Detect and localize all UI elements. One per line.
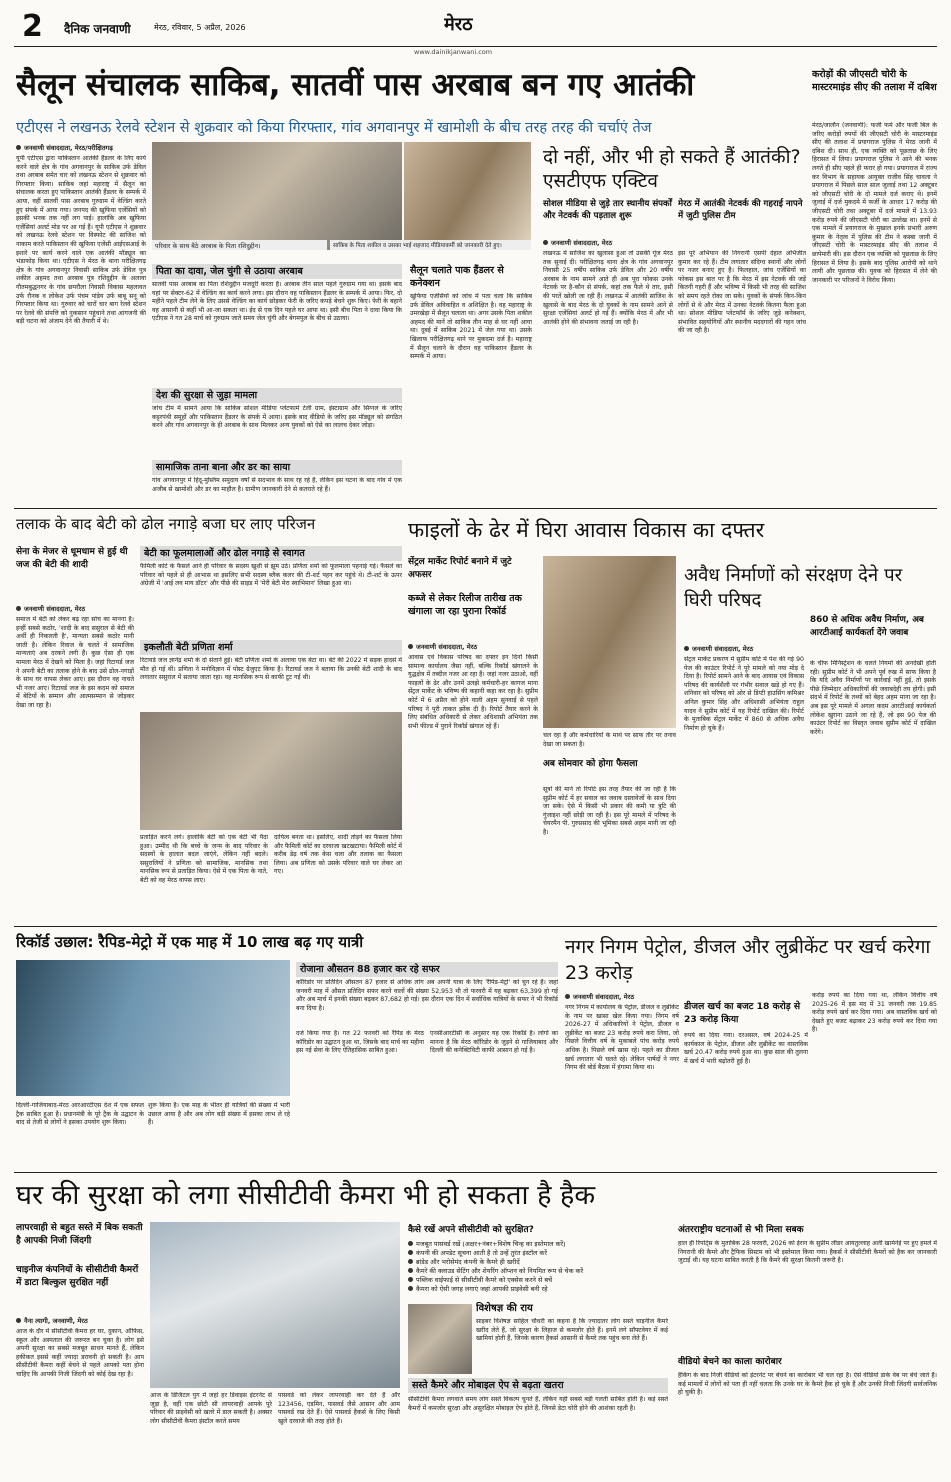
page-number: 2 [22, 10, 43, 44]
story8-headline: घर की सुरक्षा को लगा सीसीटीवी कैमरा भी हो सकता है हैक [16, 1180, 596, 1211]
byline-dot [16, 606, 21, 611]
story6-text1: कॉरिडोर पर प्रतिदिन औसतन 87 हजार से अधिक लोग अब अपनी यात्रा के लिए 'रैपिड-मेट्रो' को चुन रहे हैं। जहां जनवरी माह में औसत प्रतिदिन सफर करने वालों की संख्या 52,953 थी तो फरवरी में यह बढ़कर 63,399 हो गई और अब मार्च में इनकी संख्या बढ़कर 87,682 हो गई। इस दौरान एक दिन में सर्वाधिक यात्रियों के सफर ने भी रिकॉर्ड बना दिया है। [296, 979, 558, 1012]
story1-photo-caption-2: साकिब के पिता शकील व उसका भाई शहजाद मीडियाकर्मी को जानकारी देते हुए। [330, 240, 531, 250]
story4-photo-files [543, 556, 676, 728]
story8-intl-title: अंतरराष्ट्रीय घटनाओं से भी मिला सबक [678, 1225, 804, 1235]
story1-photo-fathers [404, 142, 531, 250]
story1-box1-title: पिता का दावा, जेल चुंगी से उठाया अरबाब [152, 264, 402, 279]
story7-text: नगर निगम में कार्यालय के पेट्रोल, डीजल व लुब्रीकेंट के नाम पर खासा खेल किया गया। निगम वर्ष 2026-27 में अधिकारियों ने पेट्रोल, डीजल व लुब्रीकेंट का बजट 23 करोड़ रुपये करा लिया, जो पिछले वित्तीय वर्ष के मुकाबले पांच करोड़ रुपये अधिक है। पिछले वर्ष खास रहे। पहले का डीजल खर्च लगातार भी चलते रहे। लेकिन पार्षदों ने नगर निगम की बोर्ड बैठक में हंगामा किया था। [565, 1004, 679, 1072]
story4-side-title2: कब्जे से लेकर रिलीज तारीख तक खंगाला जा रहा पुराना रिकॉर्ड [408, 593, 522, 617]
story8-tips-title: कैसे रखें अपने सीसीटीवी को सुरक्षित? [408, 1225, 534, 1235]
byline-dot [565, 994, 570, 999]
story4-side-title: सेंट्रल मार्केट रिपोर्ट बनाने में जुटे अफसर [408, 557, 512, 580]
paper-name: दैनिक जनवाणी [64, 22, 131, 36]
tip-item: पब्लिक वाईफाई से सीसीटीवी कैमरे को एक्सेस करने से बचें [408, 1276, 670, 1285]
story8-video-text: हैकिंग के बाद निजी वीडियो को इंटरनेट पर बेचने का कारोबार भी चल रहा है। ऐसे वीडियो डार्क वेब पर बेचे जाते हैं। कई मामलों में लोगों को पता ही नहीं चलता कि उनके घर के कैमरे हैक हो चुके हैं और उनकी निजी जिंदगी सार्वजनिक हो चुकी है। [678, 1372, 937, 1397]
story8-expert-title: विशेषज्ञ की राय [476, 1303, 533, 1314]
story1-box2-title: देश की सुरक्षा से जुड़ा मामला [152, 388, 402, 403]
byline-dot [684, 646, 689, 651]
story7-headline: नगर निगम पेट्रोल, डीजल और लुब्रीकेंट पर खर्च करेगा 23 करोड़ [565, 936, 931, 984]
story3-side-title: सेना के मेजर से धूमधाम से हुई थी जज की बेटी की शादी [16, 547, 128, 570]
byline-dot [16, 1318, 21, 1323]
section-divider-1 [14, 508, 937, 509]
story7-side-title: डीजल खर्च का बजट 18 करोड़ से 23 करोड़ किया [684, 1001, 801, 1025]
story1-box3-text: गांव अगवानपुर में हिंदू-मुस्लिम समुदाय वर्षों से सदभाव के साथ रह रहे हैं, लेकिन इस घटना के बाद गांव में एक अजीब से खामोशी और डर का माहौल है। ग्रामीण जानकारी देने से कतराते रहे हैं। [152, 477, 402, 493]
story8-photo-cctv [150, 1222, 400, 1388]
story5-text: सेंट्रल मार्केट प्रकरण में सुप्रीम कोर्ट में पेश की गई 90 पेज की काउंटर रिपोर्ट ने पूरे मामले को नया मोड़ दे दिया है। रिपोर्ट सामने आने के बाद आवास एवं विकास परिषद की कार्यशैली पर गंभीर सवाल खड़े हो गए हैं। शनिवार को परिषद को ओर से डिप्टी हाउसिंग कमिश्नर अनिल कुमार सिंह और अधिशासी अभियंता राहुल यादव ने सुप्रीम कोर्ट में यह रिपोर्ट दाखिल की। रिपोर्ट के मुताबिक सेंट्रल मार्केट में 860 से अधिक अवैध निर्माण हो चुके हैं। [684, 656, 804, 732]
story8-intl-text: हाल ही रिपोर्ट्स के मुताबिक 28 फरवरी, 2026 को ईरान के सुप्रीम लीडर आयतुल्लाह अली खामेनेई पर हुए हमले में निगरानी की कैमरे और ट्रैफिक सिस्टम को भी इस्तेमाल किया गया। हैकर्स ने सीसीटीवी कैमरों को हैक कर जानकारी जुटाई थी। यह घटना साबित करती है कि कैमरे की सुरक्षा कितनी जरूरी है। [678, 1240, 937, 1265]
story3-headline: तलाक के बाद बेटी को ढोल नगाड़े बजा घर लाए परिजन [16, 515, 316, 533]
story6-text2: दर्ज किया गया है। गत 22 फरवरी को रैपिड के मेरठ कॉरिडोर का उद्घाटन हुआ था, जिसके बाद मार्च का महीना इस नई सेवा के लिए ऐतिहासिक साबित हुआ। [296, 1030, 424, 1055]
story8-bottom-text: सीसीटीवी कैमरा लगवाते समय लोग सस्ते विकल्प चुनते हैं, लेकिन यही सबसे बड़ी गलती साबित होती है। कई सस्ते कैमरों में कमजोर सुरक्षा और असुरक्षित मोबाइल ऐप होते हैं, जिनसे डेटा चोरी होने की आशंका रहती है। [408, 1396, 668, 1412]
bullet-icon [408, 1250, 413, 1255]
story1-byline: जनवाणी संवाददाता, मेरठ/परीक्षितगढ़ [16, 143, 146, 152]
story8-expert-photo [408, 1304, 472, 1374]
story3-box2-text: रिटायर्ड जज ज्ञानेंद्र शर्मा के दो संतानें हुई। बेटी प्रणिता शर्मा के अलावा एक बेटा था। बेटे की 2022 में सड़क हादसे में मौत हो गई थी। प्रणिता ने मनोविज्ञान में पोस्ट ग्रेजुएट किया है। रिटायर्ड जज ने बताया कि उनकी बेटी शादी के बाद लगातार ससुराल में सताया जाता रहा। वह मानसिक रूप से काफी टूट गई थी। [140, 657, 402, 682]
story2-side1-title: सोशल मीडिया से जुड़े तार स्थानीय संपर्कों और नेटवर्क की पड़ताल शुरू [543, 199, 672, 221]
bullet-icon [408, 1268, 413, 1273]
byline-dot [543, 240, 548, 245]
story4-headline: फाइलों के ढेर में घिरा आवास विकास का दफ्तर [408, 518, 765, 542]
story2-side2-title: मेरठ में आतंकी नेटवर्क की गहराई नापने में जुटी पुलिस टीम [678, 199, 803, 221]
story4-text: आवास एवं विकास परिषद का दफ्तर इन दिनों किसी सामान्य कार्यालय जैसा नहीं, बल्कि रिकॉर्ड खंगालने के युद्धक्षेत्र में तब्दील नजर आ रहा है। जहां नजर उठाओ, वहीं फाइलों के ढेर और उनमें उलझे कर्मचारी-हर कागज माना सेंट्रल मार्केट के भविष्य की कहानी कहा कर रहा है। सुप्रीम कोर्ट में 6 अप्रैल को होने वाली अहम सुनवाई से पहले परिषद ने पूरी ताकत झोंक दी है। रिपोर्ट तैयार करने के लिए संबंधित अधिकारी से लेकर अधिशासी अभियंता तक सभी फील्ड में पुराने रिकॉर्ड खंगाल रहे हैं। [408, 654, 538, 730]
story7-text3: करोड़ रुपये का दिया गया था, लेकिन वित्तीय वर्ष 2025-26 में इस मद में 31 जनवरी तक 19.85 करोड़ रुपये खर्च कर दिया गया। अब वास्तविक खर्च को देखते हुए बजट बढ़ाकर 23 करोड़ रुपये कर दिया गया है। [812, 992, 937, 1034]
story7-text2: रुपये का दिया गया। दरअसल, वर्ष 2024-25 में कार्यकाल के पेट्रोल, डीजल और लुब्रीकेंट का वास्तविक खर्च 20.47 करोड़ रुपये हुआ था। कुछ साल की तुलना में खर्च में भारी बढ़ोतरी हुई है। [684, 1032, 808, 1065]
story3-photo-celebration [140, 712, 402, 830]
masthead [14, 6, 937, 56]
story6-photo-train [16, 960, 290, 1096]
story4-sub2-title: अब सोमवार को होगा फैसला [543, 759, 638, 769]
story2-side1-text: लखनऊ में साजिश का खुलासा हुआ तो उसकी गूंज मेरठ तक सुनाई दी। परीक्षितगढ़ थाना क्षेत्र के गांव अगवानपुर निवासी 25 वर्षीय साकिब उर्फ डेविल और 20 वर्षीय अरबाब के नाम सामने आते ही अब पूरा फोकस उनके नेटवर्क पर है-कौन से संपर्क, कहां तक फैले थे तार, इसी की परतें खोली जा रही हैं। लखनऊ में आतंकी साजिश के खुलासे के बाद मेरठ के दो युवकों के नाम सामने आने से सुरक्षा एजेंसियां अलर्ट हो गई हैं। क्योंकि मेरठ में और भी आतंकी होने की संभावना जताई जा रही है। [543, 250, 673, 326]
section-divider-2 [14, 926, 937, 927]
section-divider-3 [14, 1172, 937, 1173]
story2-headline: दो नहीं, और भी हो सकते हैं आतंकी? एसटीएफ एक्टिव [543, 146, 801, 192]
story7-byline: जनवाणी संवाददाता, मेरठ [565, 992, 695, 1001]
bullet-icon [408, 1286, 413, 1291]
gst-headline: करोड़ों की जीएसटी चोरी के मास्टरमाइंड सीए की तलाश में दबिश [812, 69, 937, 93]
story3-bottom-col1: प्रताड़ित करने लगे। हालांकि बेटी को एक बेटी भी पैदा हुआ। उम्मीद थी कि बच्चे के जन्म के बाद परिवार के सदस्यों के हालात बदल जाएंगे, लेकिन नहीं बदले। ससुरालियों ने प्रणिता को सामाजिक, मानसिक तथा मानसिक रूप से प्रताड़ित किया। ऐसे में एक पिता के नाते, बेटी को वह मेरठ वापस लाए। [140, 834, 268, 884]
story1-box1-text: सातवीं पास अरबाब का पिता रशिदुद्दीन मजदूरी करता है। अरबाब तीन साल पहले गुरुग्राम गया था। इसके बाद वहां पर सेक्टर-62 में वेल्डिंग का कार्य करने लगा। इस दौरान वह पाकिस्तान हैंडलर के सम्पर्क में आया। फिर, दो महीने पहले टीम लेने के लिए उससे वेल्डिंग का कार्य छोड़कर फेरी के जरिए कपड़े बेचने शुरू किए। फेरी के बहाने वह आसानी से कहीं भी आ-जा सकता था। ईद से एक दिन पहले घर आया था। इसी बीच पिता ने दावा किया कि एटीएस ने गत 28 मार्च को गुरुग्राम जाते समय जेल चुंगी और बेगमपुल के बीच से उठाया। [152, 281, 402, 323]
story8-text2: आज के डिजिटल युग में जहां हर डिवाइस इंटरनेट से जुड़ा है, वहीं एक छोटी सी लापरवाही आपके पूरे परिवार की प्राइवेसी को खतरे में डाल सकती है। अक्सर लोग सीसीटीवी कैमरा इंस्टॉल करते समय [150, 1392, 272, 1425]
tip-item: कंपनी की अपडेट सूचना आती है तो उन्हें तुरंत इंस्टॉल करें [408, 1249, 670, 1258]
story5-headline: अवैध निर्माणों को संरक्षण देने पर घिरी परिषद [684, 565, 903, 611]
story1-box4-title: सैलून चलाते पाक हैंडलर से कनेक्शन [410, 265, 504, 289]
city-title: मेरठ [444, 14, 473, 35]
tip-item: मजबूत पासवर्ड रखें (अक्षर+नंबर+विशेष चिन्ह का इस्तेमाल करें) [408, 1240, 670, 1249]
story8-text: आज के दौर में सीसीटीवी कैमरा हर घर, दुकान, ऑफिस, स्कूल और अस्पताल की जरूरत बन चुका है। लोग इसे अपनी सुरक्षा का सबसे मजबूत साधन मानते हैं, लेकिन हकीकत इससे कहीं ज्यादा डरावनी हो सकती है। आप सीसीटीवी कैमरा कहीं बेचने से पहले आपको पता होना चाहिए कि आपकी निजी जिंदगी को कोई देख रहा है। [16, 1328, 144, 1378]
story3-box2-title: इकलौती बेटी प्रणिता शर्मा [140, 640, 402, 655]
bullet-icon [408, 1259, 413, 1264]
story1-box2-text: जांच टीम में सामने आया कि साकिब सोशल मीडिया प्लेटफार्म टेली ग्राम, इंस्टाग्राम और सिग्नल के जरिए कट्टरपंथी समूहों और पाकिस्तान हैंडलर के संपर्क में आया। इसके बाद वीडियो के जरिए इस मॉड्यूल को संगठित करने और गांव अगवानपुर के ही अरबाब के साथ मिलकर अन्य युवकों को ऐसे का लालच देकर जोड़ा। [152, 405, 402, 430]
story6-box-title: रोजाना औसतन 88 हजार कर रहे सफर [296, 962, 558, 977]
story3-box1-title: बेटी का फूलमालाओं और ढोल नगाड़े से स्वागत [140, 546, 402, 561]
tip-item: कैमरा को ऐसी जगह लगाएं जहां आपकी प्राइवेसी बनी रहे [408, 1285, 670, 1294]
story8-text3: पासवर्ड को लेकर लापरवाही कर देते हैं और 123456, एडमिन, पासवर्ड जैसे आसान और आम पासवर्ड रख देते हैं। ऐसे पासवर्ड हैकर्स के लिए किसी खुले दरवाजे की तरह होते हैं। [278, 1392, 400, 1425]
tip-item: कैमरे की क्लाउड सेटिंग और शेयरिंग ऑप्शन को नियमित रूप से चेक करें [408, 1267, 670, 1276]
story2-byline: जनवाणी संवाददाता, मेरठ [543, 238, 673, 247]
story6-text3: एनसीआरटीसी के अनुसार यह एक रिकॉर्ड है। लोगों का मानना है कि मेरठ कॉरिडोर के जुड़ने से गाजियाबाद और दिल्ली की कनेक्टिविटी काफी आसान हो गई है। [430, 1030, 558, 1055]
story5-text2: के चीफ मिनिस्ट्रेशन के चलते नियमों की अनदेखी होती रही। सुप्रीम कोर्ट ने भी अपने पूर्व रुख में साफ किया है कि यदि अवैध निर्माणों पर कार्रवाई नहीं हुई, तो इसके पीछे जिम्मेदार अधिकारियों की जवाबदेही तय होगी। इसी संदर्भ में रिपोर्ट के तथ्यों को बेहद अहम माना जा रहा है। अब इस पूरे मामले में अगला कदम आरटीआई कार्यकर्ता लोकेश खुराना उठाने जा रहे हैं, जो इस 90 पेज की काउंटर रिपोर्ट का विस्तृत जवाब सुप्रीम कोर्ट में दाखिल करेंगे। [810, 660, 936, 736]
bullet-icon [408, 1241, 413, 1246]
story8-side-title: लापरवाही से बहुत सस्ते में बिक सकती है आपकी निजी जिंदगी [16, 1223, 143, 1246]
story3-bottom-col2: दायित्व बनता था। इसलिए, शादी तोड़ने का फैसला लिया और फैमिली कोर्ट का दरवाजा खटखटाया। फैमिली कोर्ट में करीब डेढ़ वर्ष तक केस चला और तलाक का फैसला लिया। अब प्रणिता को उसके परिवार वाले घर लेकर आ गए। [274, 834, 402, 876]
byline-dot [408, 644, 413, 649]
story6-text4: शुरू किया है। एक माह के भीतर ही यात्रियों की संख्या में भारी उछाल आया है और अब लोग बड़ी संख्या में इसका लाभ ले रहे हैं। [148, 1102, 290, 1127]
story6-photo-caption: दिल्ली-गाजियाबाद-मेरठ आरआरटीएस देश में एक सफल ट्रैक साबित हुआ है। प्रधानमंत्री के पूरे ट्रैक के उद्घाटन के बाद से तेजी से लोगों ने इसका उपयोग शुरू किया। [16, 1102, 144, 1127]
bullet-icon [408, 1277, 413, 1282]
story3-column: समाज में बेटी को लेकर बढ़ रहा सोच का मानना है। इन्हीं सबसे कठोर, 'शादी के बाद ससुराल से बेटी की अर्थी ही निकलती है', मान्यता सबसे कठोर मानी जाती है। लेकिन रिवाज के चलते ये सामाजिक मान्यताएं अब दरकने लगी हैं। कुछ ऐसा ही एक मामला मेरठ में देखने को मिला है। जहां रिटायर्ड जज ने अपनी बेटी का तलाक होने के बाद उसे ढोल-नगाड़ों के साथ घर वापस लेकर आए। इस दौरान वह नाचते भी नजर आए। रिटायर्ड जज के इस कदम को समाज में बेटियों के सम्मान और आत्मसम्मान से जोड़कर देखा जा रहा है। [16, 616, 134, 709]
story1-column: यूपी एटीएस द्वारा पाकिस्तान आतंकी हैंडलर के लिए कार्य करने वाले क्षेत्र के गांव अगवानपुर के साकिब उर्फ डेविल तथा अरबाब समेत चार को लखनऊ स्टेशन से शुक्रवार को गिरफ्तार किया। साकिब जहां महाराष्ट्र में सैलून का संचालक करता हुए पाकिस्तान आतंकी हैंडलर के सम्पर्क में आया, वहीं सातवीं पास अरबाब गुरुग्राम में वेल्डिंग करते हुए संपर्क में आया गया। जनपद की खुफिया एजेंसियों को इसकी भनक तक नहीं लग पाई। हालांकि अब खुफिया एजेंसियां अलर्ट मोड पर आ गई हैं। यूपी एटीएस ने शुक्रवार को लखनऊ रेलवे स्टेशन पर विस्फोट की साजिश को नाकाम करते पाकिस्तान की खुफिया एजेंसी आईएसआई के इशारे पर कार्य करने वाले एक आतंकी मॉड्यूल का भंडाफोड़ किया था। एटीएस ने मेरठ के थाना परीक्षितगढ़ क्षेत्र के गांव अगवानपुर निवासी साकिब उर्फ डेविल पुत्र शकील अहमद तथा अरबाब पुत्र रशिदुद्दीन के अलावा गौतमबुद्धनगर के गांव छपरौला निवासी विकास महलावत उर्फ रौनक व लोकेश उर्फ पंचम पांडेय उर्फ बाबू सनू को गिरफ्तार किया था। गुरुवार को चारों चार बाग रेलवे स्टेशन पर रेलवे की संपत्ति को नुकसान पहुंचाने तथा आगजनी की बड़ी घटना को अंजाम देने की तैयारी में थे। [16, 155, 146, 326]
story2-side2-text: इस पूरे अभियान की निगरानी एसपी देहात अभिजीत कुमार कर रहे हैं। टीम लगातार संदिग्ध स्थानों और लोगों पर नजर बनाए हुए है। फिलहाल, जांच एजेंसियों का फोकस इस बात पर है कि मेरठ में इस नेटवर्क की जड़ें कितनी गहरी हैं और भविष्य में किसी भी तरह की साजिश को समय रहते रोका जा सके। युवकों के संपर्क किन-किन लोगों से थे और मेरठ में उनका नेटवर्क कितना फैला हुआ था। सोशल मीडिया प्लेटफॉर्म के जरिए जुड़े कनेक्शन, संभावित सहयोगियों और स्थानीय मददगारों की गहन जांच की जा रही है। [678, 250, 806, 335]
story5-side-title: 860 से अधिक अवैध निर्माण, अब आरटीआई कार्यकर्ता देंगे जवाब [810, 615, 924, 638]
story8-expert-text: साइबर विशेषज्ञ साहिल चौधरी का कहना है कि ज्यादातर लोग सस्ते चाइनीज कैमरे खरीद लेते हैं, जो सुरक्षा के लिहाज से कमजोर होते हैं। इनमें लगे सॉफ्टवेयर में कई खामियां होती हैं, जिनके कारण हैकर्स आसानी से कैमरे तक पहुंच बना लेते हैं। [476, 1318, 668, 1343]
story8-video-title: वीडियो बेचने का काला कारोबार [678, 1357, 782, 1367]
story1-box4-text: खुफिया एजेंसियों को जांच में पता चला कि साकिब उर्फ डेविल अविवाहित व अशिक्षित है। वह महाराष्ट्र के उमरखेड़ा में सैलून चलाता था। अगर उसके पिता शकील अहमद की मानें तो साकिब तीन माह से घर नहीं आया था। दुबई में साकिब 2021 में जेल गया था। उसके खिलाफ परीक्षितगढ़ थाने पर मुकदमा दर्ज है। महाराष्ट्र में सैलून चलाने के दौरान वह पाकिस्तान हैंडलर के सम्पर्क में आया। [410, 293, 532, 361]
story4-sub2-text: सूत्रों की मानें तो रिपोर्ट इस तरह तैयार की जा रही है कि सुप्रीम कोर्ट में हर सवाल का जवाब दस्तावेजों के साथ दिया जा सके। ऐसे में किसी भी प्रकार की कमी या त्रुटि की गुंजाइश नहीं छोड़ी जा रही है। इस पूरे मामले में परिषद के चेयरमैन पी. गुरुप्रसाद की भूमिका सबसे अहम मानी जा रही है। [543, 786, 676, 836]
dateline: मेरठ, रविवार, 5 अप्रैल, 2026 [154, 23, 246, 32]
story8-byline: नैना त्यागी, जनवाणी, मेरठ [16, 1316, 144, 1325]
gst-text: मेरठ/जालौन (जनवाणी): फर्जी फर्म और फर्जी बिल के जरिए करोड़ों रुपयों की जीएसटी चोरी के मास्टरमाइंड सीए की तलाश में प्रयागराज पुलिस ने मेरठ जानी में दबिश दी। साथ ही, एक व्यक्ति को पूछताछ के लिए हिरासत में लिया। प्रयागराज पुलिस ने आने की भनक लगते ही सीए पहले ही फरार हो गया। प्रयागराज में राज्य कर विभाग के सहायक आयुक्त राजीव सिंह चावला ने प्रयागराज में पिछले साल साल जुलाई तथा 12 अक्टूबर को जीएसटी चोरी के दो मामले दर्ज कराए थे। इनमें जुलाई में दर्ज मुकदमे में फर्जी के आधार 17 करोड़ की जीएसटी चोरी तथा अक्टूबर में दर्ज मामले में 13.93 करोड़ रुपये की जीएसटी चोरी का उल्लेख था। इनमें से एक मामले में प्रयागराज के मुखाल इनके प्रभारी अरुण कुमार के नेतृत्व में पुलिस की टीम ने कस्बा जानी में जीएसटी चोरी के मास्टरमाइंड सीए की तलाश में छापेमारी की। इस दौरान एक व्यक्ति को पूछताछ के लिए हिरासत में लिया है। इसके बाद पुलिस आरोपी को थाने लायी और पूछताछ की। युवक को हिरासत में लेने की जानकारी पर परिजनों ने विरोध किया। [812, 122, 937, 284]
story4-photo-caption: चल रहा है और कर्मचारियों के माथे पर साफ तौर पर तनाव देखा जा सकता है। [543, 732, 676, 748]
story1-subhead: एटीएस ने लखनऊ रेलवे स्टेशन से शुक्रवार को किया गिरफ्तार, गांव अगवानपुर में खामोशी के बीच तरह तरह की चर्चाएं तेज [16, 120, 652, 136]
story1-photo-family [152, 142, 402, 250]
byline-dot [16, 145, 21, 150]
story8-side-title2: चाइनीज कंपनियों के सीसीटीवी कैमरों में डाटा बिल्कुल सुरक्षित नहीं [16, 1265, 139, 1288]
story3-box1-text: फैमिली कोर्ट के फैसले आने ही परिवार के सदस्य खुशी से झूम उठे। प्रणिता शर्मा को फूलमाला पहनाई गई। फैसले का परिवार को पहले से ही आभास था इसलिए सभी सदस्य ब्लैक कलर की टी-शर्ट पहन कर पहुंचे थे। टी-शर्ट के ऊपर अंग्रेजी में 'आई लव माय डॉटर' और पीछे की साइड में 'मेरी बेटी मेरा स्वाभिमान' लिखा हुआ था। [140, 563, 402, 588]
website: www.dainikjanwani.com [414, 48, 493, 56]
story1-box3-title: सामाजिक ताना बाना और डर का साया [152, 460, 402, 475]
story3-byline: जनवाणी संवाददाता, मेरठ [16, 604, 134, 613]
story6-headline: रिकॉर्ड उछाल: रैपिड-मेट्रो में एक माह में 10 लाख बढ़ गए यात्री [16, 933, 364, 951]
story1-headline: सैलून संचालक साकिब, सातवीं पास अरबाब बन गए आतंकी [16, 67, 695, 103]
tip-item: ब्रांडेड और भरोसेमंद कंपनी के कैमरे ही खरीदें [408, 1258, 670, 1267]
masthead-rule [14, 46, 937, 47]
story8-bottom-title: सस्ते कैमरे और मोबाइल ऐप से बढ़ता खतरा [408, 1378, 668, 1393]
story4-byline: जनवाणी संवाददाता, मेरठ [408, 642, 538, 651]
story8-tips-list [408, 1240, 670, 1300]
story5-byline: जनवाणी संवाददाता, मेरठ [684, 644, 804, 653]
story1-photo-caption-1: परिवार के साथ बैठे अरबाब के पिता रशिदुद्दीन। [152, 240, 327, 250]
